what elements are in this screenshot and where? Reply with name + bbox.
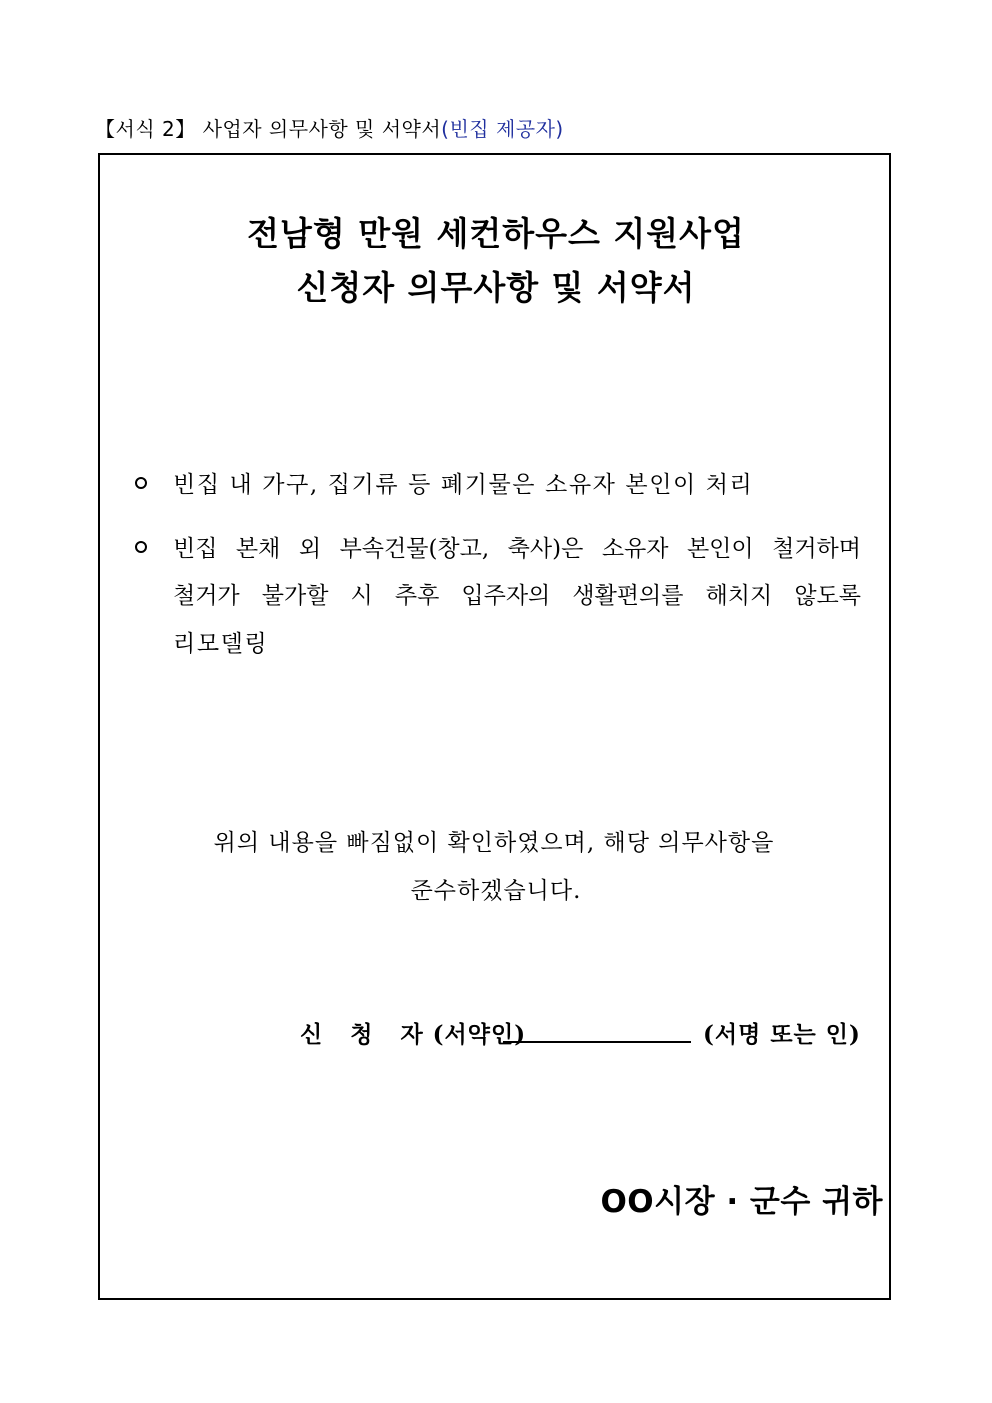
applicant-label-main: 신 청 자 — [300, 1021, 433, 1048]
applicant-label — [300, 1016, 526, 1049]
applicant-label-sub: (서약인) — [432, 1021, 527, 1048]
signature-line — [503, 1041, 691, 1043]
bullet-circle-icon — [135, 541, 147, 553]
bullet-circle-icon — [135, 477, 147, 489]
bullet-1-line-1: 빈집 내 가구, 집기류 등 폐기물은 소유자 본인이 처리 — [173, 472, 754, 498]
bullet-2-line-2: 철거가 불가할 시 추후 입주자의 생활편의를 해치지 않도록 — [173, 583, 861, 609]
confirm-text-line2: 준수하겠습니다. — [410, 878, 582, 904]
document-title-line2: 신청자 의무사항 및 서약서 — [296, 268, 696, 307]
signature-note: (서명 또는 인) — [703, 1021, 861, 1048]
addressee: OO시장 · 군수 귀하 — [600, 1184, 883, 1220]
bullet-2-line-3: 리모델링 — [173, 631, 269, 657]
form-label-text: 【서식 2】 사업자 의무사항 및 서약서 — [95, 117, 442, 141]
bullet-2-line-1: 빈집 본채 외 부속건물(창고, 축사)은 소유자 본인이 철거하며 — [173, 536, 861, 562]
document-title-line1: 전남형 만원 세컨하우스 지원사업 — [247, 214, 745, 253]
form-label-accent: (빈집 제공자) — [441, 117, 564, 141]
document-frame — [98, 153, 891, 1300]
confirm-text-line1: 위의 내용을 빠짐없이 확인하였으며, 해당 의무사항을 — [213, 830, 775, 856]
form-label — [95, 113, 564, 142]
